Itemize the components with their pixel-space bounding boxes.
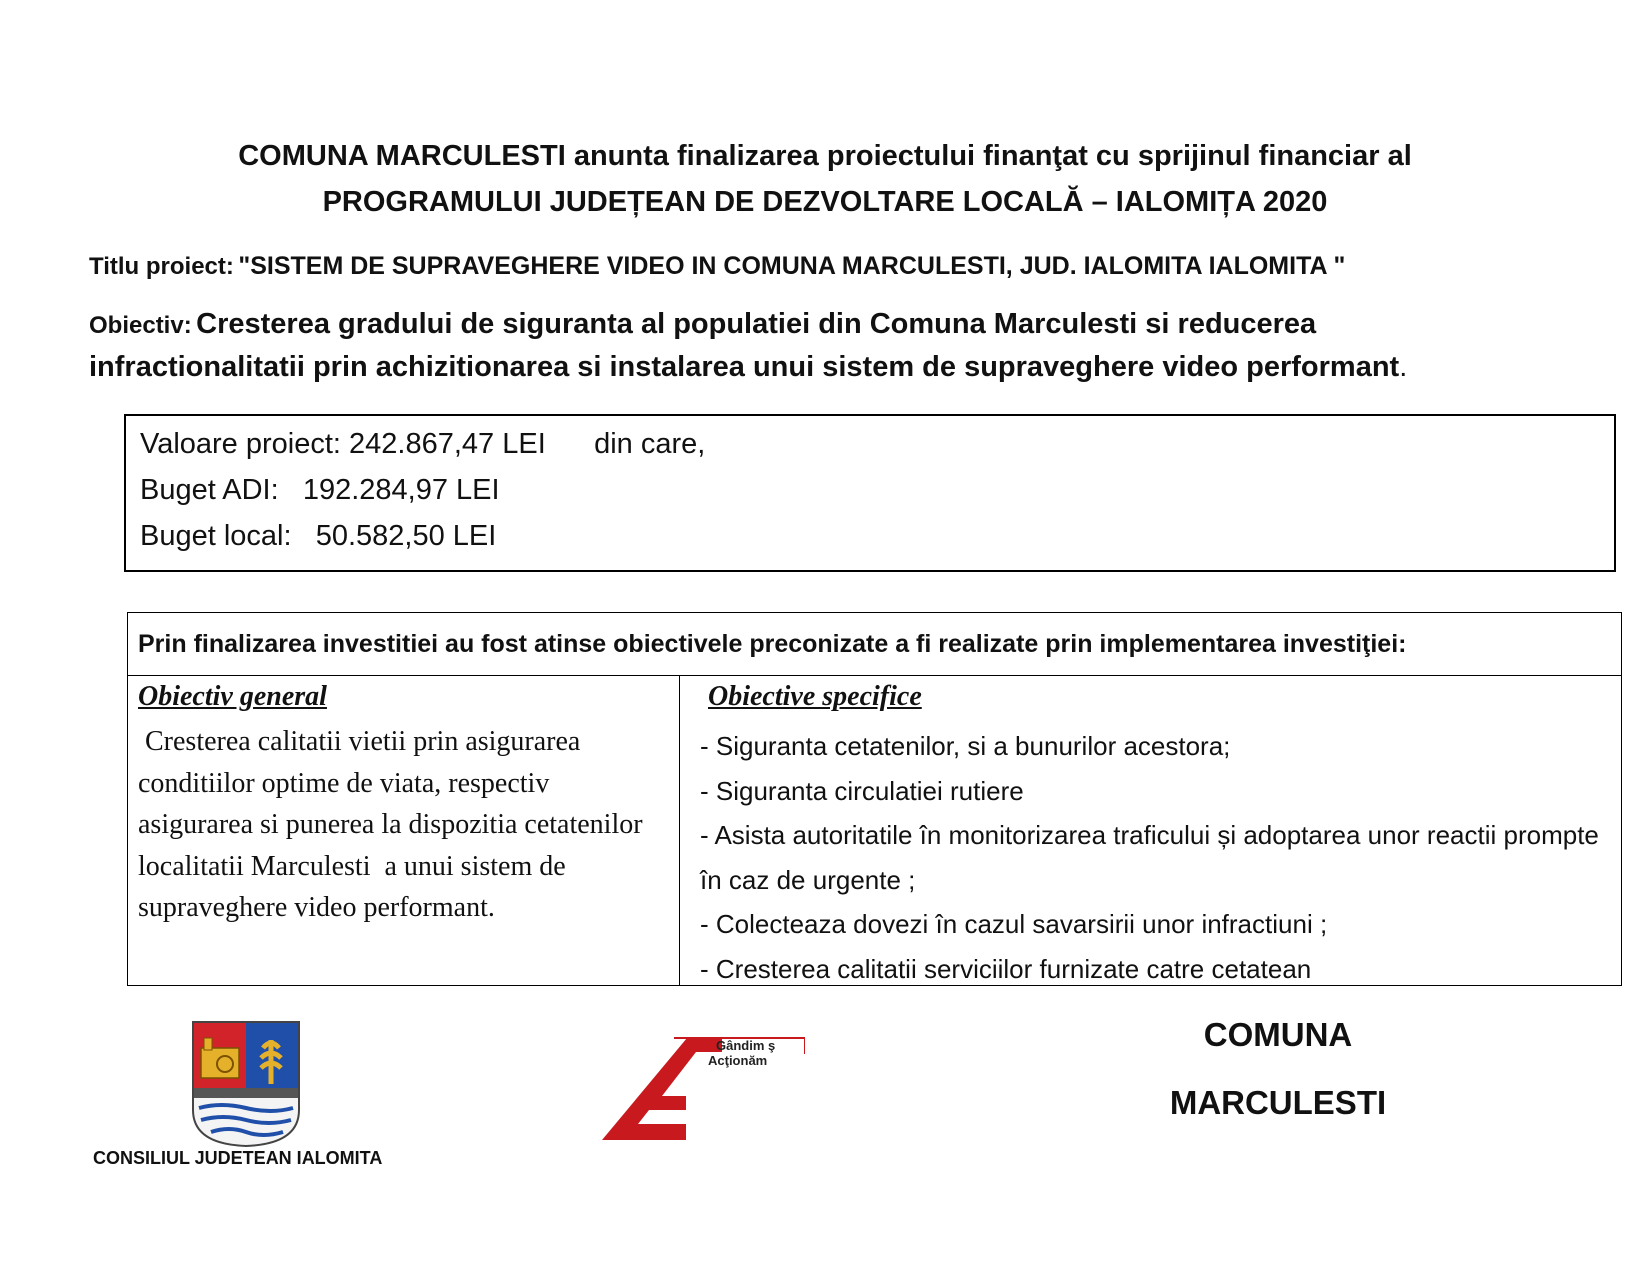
comuna-line1: COMUNA: [1203, 1016, 1353, 1053]
announcement-title-line1: COMUNA MARCULESTI anunta finalizarea proiectului finanţat cu sprijinul financiar al: [238, 140, 1412, 172]
list-item: - Siguranta cetatenilor, si a bunurilor acestora;: [700, 731, 1231, 761]
objectives-table-header: Prin finalizarea investitiei au fost atinse obiectivele preconizate a fi realizate prin implementarea investiţiei:: [128, 613, 1621, 676]
objectives-table: [127, 612, 1622, 986]
objective-line2-wrap: [89, 351, 1407, 384]
ad-slogan2: Acţionăm: [708, 1053, 768, 1068]
specific-objectives-title: Obiective specifice: [708, 681, 922, 712]
general-objective-text: Cresterea calitatii vietii prin asigurarea conditiilor optime de viata, respectiv asigurarea si punerea la dispozitia cetatenilor localitatii Marculesti a unui sistem de supraveghere video performant.: [138, 726, 650, 923]
objective-line2: infractionalitatii prin achizitionarea si instalarea unui sistem de supraveghere video performant: [89, 351, 1400, 383]
ialomita-coat-of-arms-icon: [191, 1020, 301, 1148]
list-item: - Cresterea calitatii serviciilor furnizate catre cetatean: [700, 953, 1312, 984]
objective-line1: Cresterea gradului de siguranta al populatiei din Comuna Marculesti si reducerea: [196, 308, 1317, 340]
announcement-title-line2: PROGRAMULUI JUDEȚEAN DE DEZVOLTARE LOCALĂ – IALOMIȚA 2020: [322, 186, 1328, 218]
ad-slogan1: Gândim ş: [716, 1038, 776, 1053]
list-item: - Colecteaza dovezi în cazul savarsirii unor infractiuni ;: [700, 909, 1328, 939]
budget-local: Buget local: 50.582,50 LEI: [140, 520, 497, 552]
budget-total: Valoare proiect: 242.867,47 LEI din care,: [140, 428, 706, 460]
column-divider: [679, 676, 680, 986]
budget-adi: Buget ADI: 192.284,97 LEI: [140, 474, 500, 506]
project-title: [89, 252, 1345, 281]
council-label: CONSILIUL JUDETEAN IALOMITA: [93, 1148, 383, 1168]
list-item: - Siguranta circulatiei rutiere: [700, 775, 1024, 806]
objective-end: .: [1399, 351, 1408, 383]
project-title-value: "SISTEM DE SUPRAVEGHERE VIDEO IN COMUNA MARCULESTI, JUD. IALOMITA IALOMITA ": [238, 252, 1346, 280]
list-item: - Asista autoritatile în monitorizarea traficului și adoptarea unor reactii prompte în caz de urgente ;: [700, 820, 1599, 895]
specific-objectives-list: [700, 724, 1615, 991]
project-title-label: Titlu proiect:: [89, 253, 234, 280]
comuna-line2: MARCULESTI: [1169, 1084, 1387, 1121]
objective-label: Obiectiv:: [89, 312, 192, 339]
ad-logo-icon: [602, 1034, 805, 1141]
budget-box: [124, 414, 1616, 572]
project-objective: [89, 308, 1316, 341]
general-objective-title: Obiectiv general: [138, 681, 327, 712]
